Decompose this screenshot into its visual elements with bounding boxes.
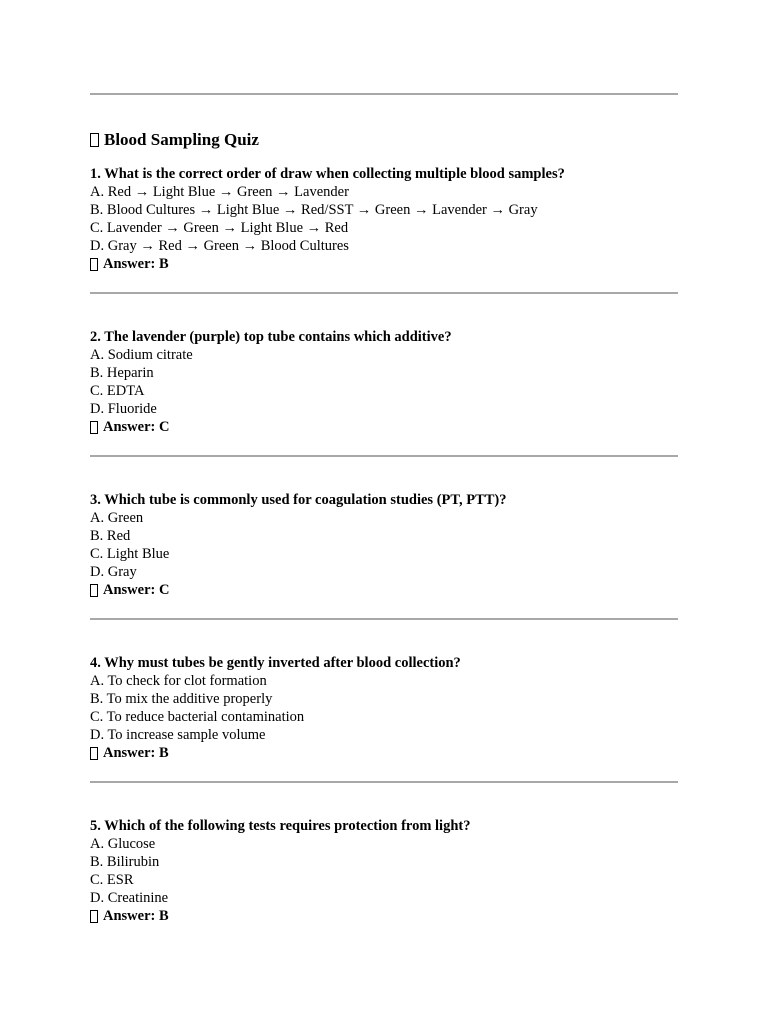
option-a: A. Sodium citrate bbox=[90, 347, 193, 363]
question-block-5 bbox=[90, 817, 678, 925]
option-b: B. Heparin bbox=[90, 365, 154, 381]
option-c: C. ESR bbox=[90, 872, 134, 888]
missing-glyph-icon bbox=[90, 584, 98, 597]
option-c: C. EDTA bbox=[90, 383, 145, 399]
question-text: 5. Which of the following tests requires protection from light? bbox=[90, 818, 471, 834]
answer-line bbox=[90, 907, 678, 925]
section-divider bbox=[90, 618, 678, 620]
option-d: D. Gray → Red → Green → Blood Cultures bbox=[90, 238, 349, 254]
missing-glyph-icon bbox=[90, 258, 98, 271]
missing-glyph-icon bbox=[90, 747, 98, 760]
question-block-3 bbox=[90, 491, 678, 599]
missing-glyph-icon bbox=[90, 421, 98, 434]
answer-text: Answer: B bbox=[103, 908, 169, 924]
answer-text: Answer: C bbox=[103, 582, 170, 598]
option-b: B. Blood Cultures → Light Blue → Red/SST → Green → Lavender → Gray bbox=[90, 202, 538, 218]
option-a: A. To check for clot formation bbox=[90, 673, 267, 689]
answer-line bbox=[90, 418, 678, 436]
quiz-title: Blood Sampling Quiz bbox=[104, 130, 259, 149]
option-c: C. Lavender → Green → Light Blue → Red bbox=[90, 220, 349, 236]
option-c: C. Light Blue bbox=[90, 546, 170, 562]
question-block-1 bbox=[90, 165, 678, 273]
option-a: A. Red → Light Blue → Green → Lavender bbox=[90, 184, 349, 200]
quiz-document bbox=[90, 93, 678, 925]
section-divider bbox=[90, 781, 678, 783]
quiz-title-row bbox=[90, 129, 678, 151]
option-c: C. To reduce bacterial contamination bbox=[90, 709, 305, 725]
option-d: D. Fluoride bbox=[90, 401, 157, 417]
option-b: B. Bilirubin bbox=[90, 854, 160, 870]
option-b: B. Red bbox=[90, 528, 131, 544]
question-block-4 bbox=[90, 654, 678, 762]
question-text: 4. Why must tubes be gently inverted after blood collection? bbox=[90, 655, 461, 671]
answer-text: Answer: B bbox=[103, 745, 169, 761]
answer-line bbox=[90, 581, 678, 599]
option-a: A. Glucose bbox=[90, 836, 156, 852]
option-d: D. To increase sample volume bbox=[90, 727, 266, 743]
question-text: 1. What is the correct order of draw when collecting multiple blood samples? bbox=[90, 166, 565, 182]
option-d: D. Gray bbox=[90, 564, 137, 580]
answer-line bbox=[90, 255, 678, 273]
top-divider bbox=[90, 93, 678, 95]
question-text: 2. The lavender (purple) top tube contains which additive? bbox=[90, 329, 452, 345]
answer-line bbox=[90, 744, 678, 762]
missing-glyph-icon bbox=[90, 910, 98, 923]
option-d: D. Creatinine bbox=[90, 890, 169, 906]
question-text: 3. Which tube is commonly used for coagulation studies (PT, PTT)? bbox=[90, 492, 507, 508]
section-divider bbox=[90, 292, 678, 294]
question-block-2 bbox=[90, 328, 678, 436]
missing-glyph-icon bbox=[90, 133, 99, 147]
option-a: A. Green bbox=[90, 510, 144, 526]
answer-text: Answer: C bbox=[103, 419, 170, 435]
option-b: B. To mix the additive properly bbox=[90, 691, 273, 707]
answer-text: Answer: B bbox=[103, 256, 169, 272]
section-divider bbox=[90, 455, 678, 457]
